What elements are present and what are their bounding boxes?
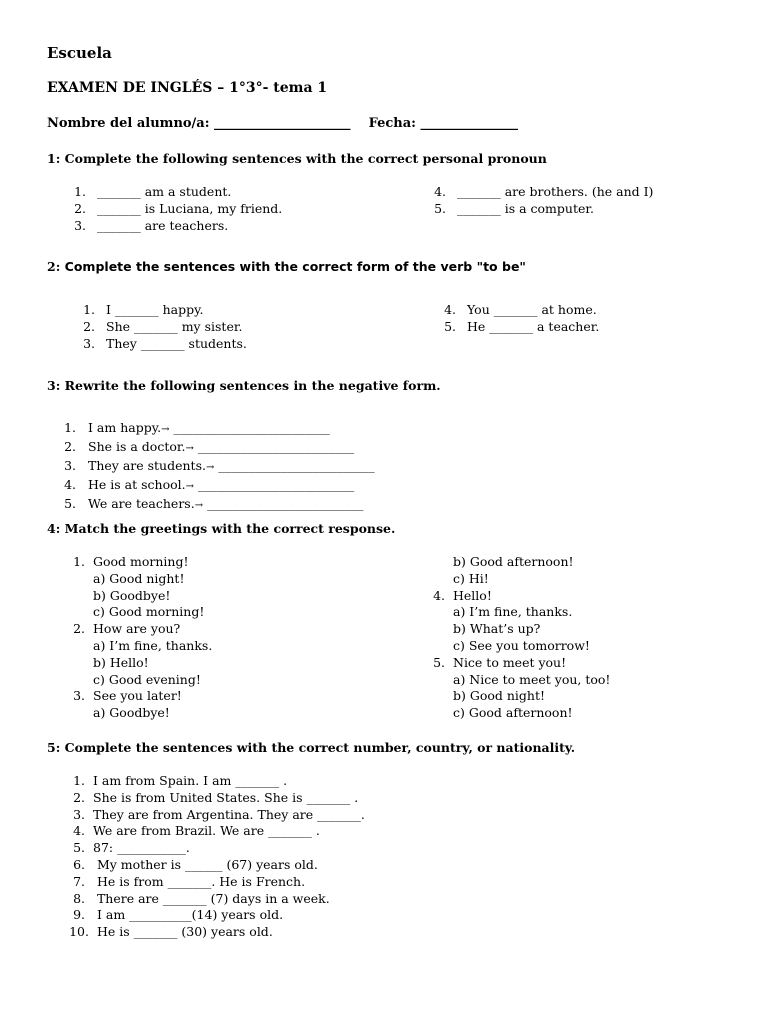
item-text: I _______ happy. [106, 302, 204, 317]
item-number: 5. [64, 496, 76, 511]
item-text: Good morning! [93, 554, 189, 569]
list-item [47, 823, 365, 840]
section-2-right-list [434, 301, 599, 335]
list-item [73, 335, 247, 352]
item-number: 10. [69, 924, 89, 940]
item-text: _______ are teachers. [97, 218, 229, 233]
list-item [407, 588, 610, 605]
section-1-left-list [64, 183, 282, 234]
list-item [54, 495, 375, 514]
option: b) What’s up? [453, 621, 541, 637]
list-item [47, 554, 212, 571]
item-text: You _______ at home. [467, 302, 597, 317]
section-1-title: Complete the following sentences with the correct personal pronoun [64, 151, 547, 166]
answer-blank: _________________________ [197, 439, 355, 454]
item-text: Nice to meet you! [453, 654, 567, 670]
item-number: 3. [73, 688, 85, 704]
item-text: We are teachers. [88, 496, 195, 511]
arrow-icon: → [161, 424, 170, 435]
item-number: 1. [73, 773, 85, 788]
list-item [47, 874, 365, 891]
option: c) Good morning! [93, 604, 205, 620]
item-text: I am __________(14) years old. [93, 907, 284, 923]
item-number: 4. [434, 184, 446, 199]
arrow-icon: → [185, 443, 194, 454]
item-number: 2. [64, 439, 76, 454]
item-text: 87: ___________. [93, 840, 190, 856]
item-number: 2. [74, 201, 86, 216]
item-number: 5. [434, 201, 446, 216]
list-item [64, 200, 282, 217]
option: b) Good afternoon! [453, 554, 574, 569]
item-text: See you later! [93, 688, 182, 704]
option: a) I’m fine, thanks. [93, 637, 213, 653]
section-4-heading [47, 521, 395, 536]
section-4-right-column [407, 554, 610, 722]
option: b) Goodbye! [93, 587, 171, 603]
section-3-number: 3: [47, 378, 61, 393]
section-1-heading [47, 151, 547, 166]
item-number: 3. [73, 806, 85, 822]
item-number: 4. [444, 302, 456, 317]
arrow-icon: → [194, 500, 204, 511]
item-text: They _______ students. [106, 336, 247, 351]
item-text: _______ am a student. [97, 184, 232, 199]
date-field: Fecha: _______________ [368, 116, 518, 131]
list-item [407, 655, 610, 672]
school-label: Escuela [47, 44, 112, 62]
section-1-number: 1: [47, 151, 61, 166]
item-number: 1. [83, 302, 95, 317]
item-text: _______ are brothers. (he and I) [457, 184, 654, 199]
list-item [47, 924, 365, 941]
list-item [64, 217, 282, 234]
list-item [64, 183, 282, 200]
item-number: 9. [73, 907, 85, 923]
item-number: 7. [73, 873, 85, 889]
item-text: She is a doctor. [88, 439, 186, 454]
item-text: I am happy. [88, 420, 162, 435]
item-number: 3. [64, 458, 76, 473]
answer-blank: _________________________ [197, 477, 355, 492]
item-number: 5. [433, 654, 445, 670]
list-item [424, 200, 653, 217]
option: a) I’m fine, thanks. [453, 604, 573, 620]
list-item [54, 419, 375, 438]
item-number: 2. [83, 319, 95, 334]
item-number: 2. [73, 621, 85, 637]
list-item [73, 301, 247, 318]
list-item [47, 891, 365, 908]
section-5-title: Complete the sentences with the correct number, country, or nationality. [64, 740, 576, 755]
section-2-title: Complete the sentences with the correct form of the verb "to be" [64, 259, 526, 274]
section-4-left-column [47, 554, 212, 722]
list-item [47, 773, 365, 790]
item-text: She is from United States. She is _______ . [93, 789, 359, 805]
item-text: He _______ a teacher. [467, 319, 600, 334]
item-number: 2. [73, 789, 85, 805]
item-text: We are from Brazil. We are _______ . [93, 823, 320, 839]
item-number: 1. [74, 184, 86, 199]
item-text: They are from Argentina. They are _______. [93, 806, 365, 822]
item-number: 3. [74, 218, 86, 233]
list-item [54, 457, 375, 476]
student-name-field: Nombre del alumno/a: _____________________ [47, 116, 351, 131]
section-4-number: 4: [47, 521, 61, 536]
answer-blank: _________________________ [218, 458, 375, 473]
list-item [434, 301, 599, 318]
item-text: _______ is Luciana, my friend. [97, 201, 283, 216]
list-item [54, 438, 375, 457]
item-text: I am from Spain. I am _______ . [93, 773, 288, 788]
item-text: He is _______ (30) years old. [97, 924, 273, 940]
list-item [73, 318, 247, 335]
option: a) Good night! [93, 570, 185, 586]
section-5-number: 5: [47, 740, 61, 755]
section-4-title: Match the greetings with the correct response. [64, 521, 396, 536]
item-text: He is at school. [88, 477, 186, 492]
item-text: They are students. [88, 458, 206, 473]
list-item [47, 790, 365, 807]
arrow-icon: → [185, 481, 194, 492]
list-item [47, 840, 365, 857]
list-item [47, 621, 212, 638]
section-5-list [47, 773, 365, 941]
item-number: 1. [64, 420, 76, 435]
option: a) Goodbye! [93, 705, 170, 721]
option: a) Nice to meet you, too! [453, 671, 611, 687]
item-text: Hello! [453, 587, 492, 603]
item-text: She _______ my sister. [106, 319, 243, 334]
list-item [434, 318, 599, 335]
section-2-left-list [73, 301, 247, 352]
section-2-heading [47, 259, 526, 274]
item-text: How are you? [93, 621, 181, 637]
item-number: 5. [73, 840, 85, 856]
item-number: 4. [73, 823, 85, 839]
section-5-heading [47, 740, 575, 755]
option: b) Hello! [93, 654, 149, 670]
list-item [47, 807, 365, 824]
list-item [424, 183, 653, 200]
answer-blank: _________________________ [207, 496, 364, 511]
option: c) Good evening! [93, 671, 201, 687]
answer-blank: _________________________ [173, 420, 330, 435]
list-item [47, 857, 365, 874]
option: b) Good night! [453, 688, 546, 704]
item-number: 4. [64, 477, 76, 492]
section-2-number: 2: [47, 259, 61, 274]
item-text: My mother is ______ (67) years old. [93, 856, 318, 872]
item-text: There are _______ (7) days in a week. [93, 890, 330, 906]
section-3-title: Rewrite the following sentences in the negative form. [64, 378, 441, 393]
item-number: 8. [73, 890, 85, 906]
exam-title: EXAMEN DE INGLÉS – 1°3°- tema 1 [47, 80, 328, 96]
list-item [47, 907, 365, 924]
item-number: 6. [73, 856, 85, 872]
item-number: 1. [73, 554, 85, 569]
section-3-heading [47, 378, 441, 393]
option: c) Hi! [453, 570, 489, 586]
option: c) Good afternoon! [453, 705, 573, 721]
arrow-icon: → [205, 462, 215, 473]
item-text: He is from _______. He is French. [93, 873, 306, 889]
section-3-list [54, 419, 375, 514]
item-number: 3. [83, 336, 95, 351]
item-text: _______ is a computer. [457, 201, 594, 216]
list-item [47, 688, 212, 705]
option: c) See you tomorrow! [453, 637, 590, 653]
section-1-right-list [424, 183, 653, 217]
student-info-row [47, 116, 518, 131]
list-item [54, 476, 375, 495]
item-number: 5. [444, 319, 456, 334]
item-number: 4. [433, 587, 445, 603]
